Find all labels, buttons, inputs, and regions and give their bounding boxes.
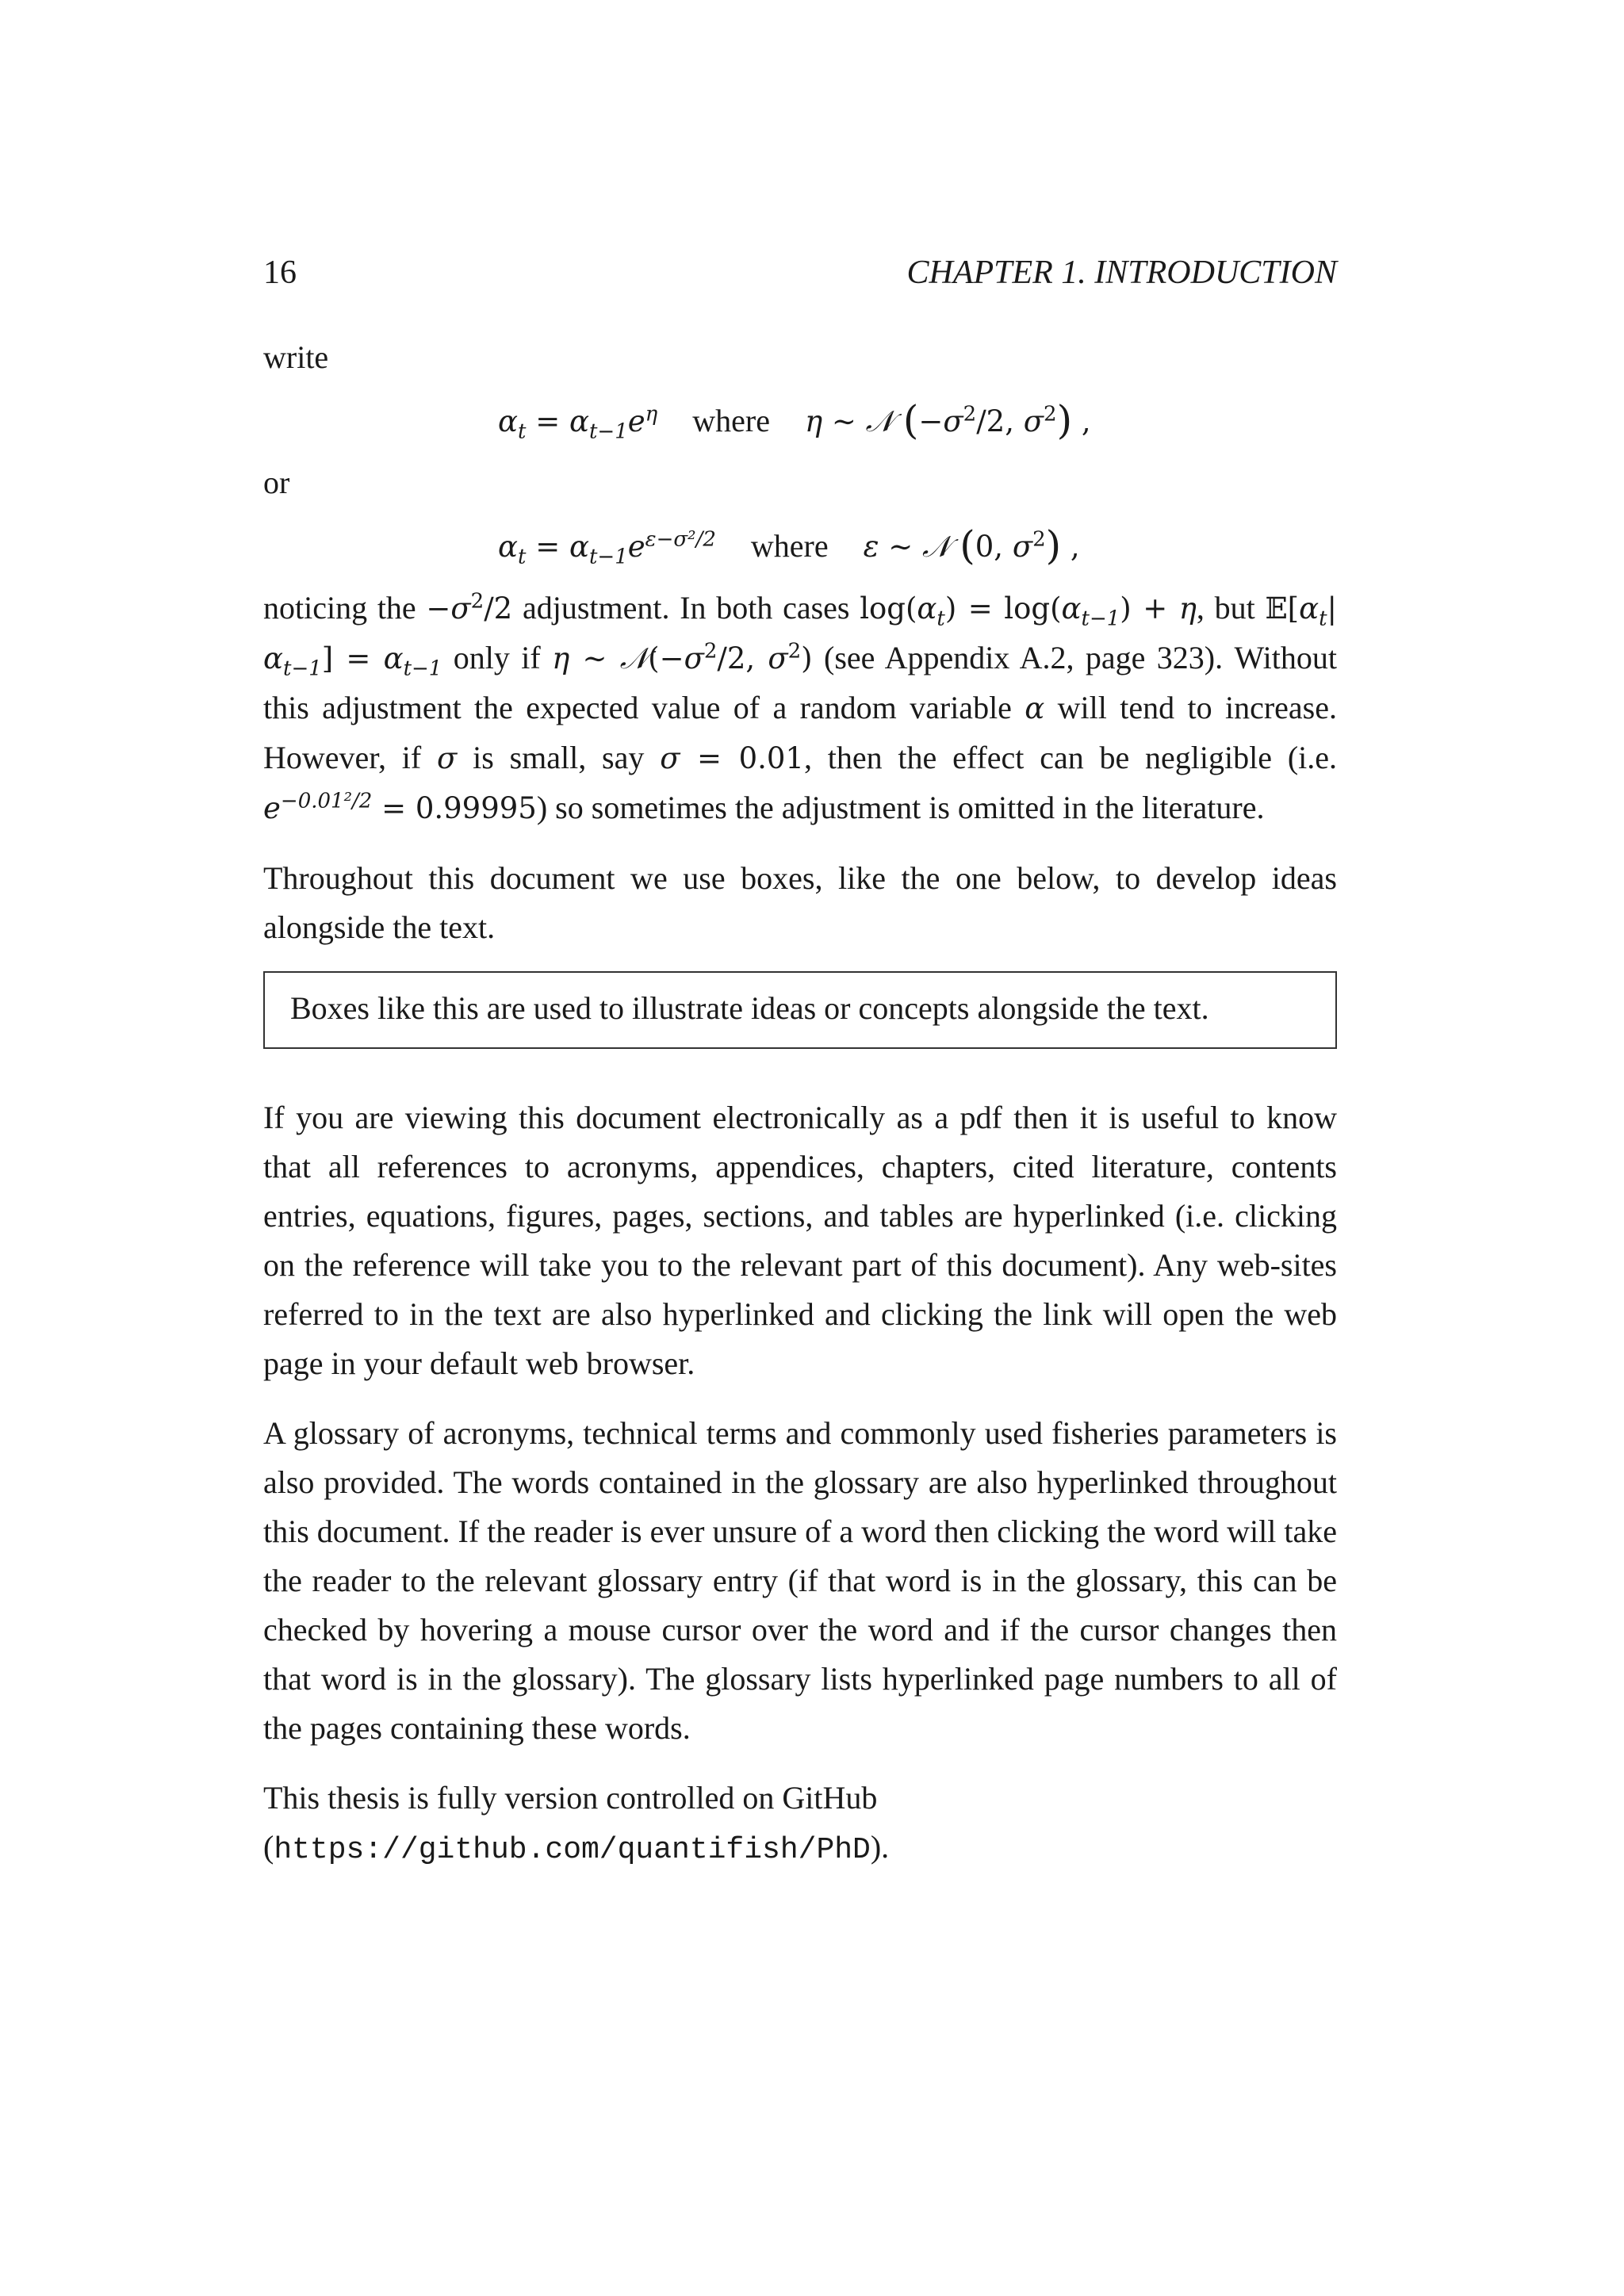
or-line: or [263,465,290,500]
paragraph-glossary: A glossary of acronyms, technical terms and commonly used fisheries parameters is also provided. The words contained in the glossary are also hyperlinked throughout this document. If the reader is ever unsure of a word then clicking the word will take the reader to the relevant glossary entry (if that word is in the glossary, this can be checked by hovering a mouse cursor over the word and if the cursor changes then that word is in the glossary). The glossary lists hyperlinked page numbers to all of the pages containing these words. [263,1415,1338,1746]
write-line: write [263,339,329,375]
paragraph-github: This thesis is fully version controlled on GitHub (https://github.com/quantifish/PhD). [263,1780,890,1867]
equation-1: $\alpha_t = \alpha_{t-1}e^\eta$ where η ∼ 𝒩 ($-\sigma^2/2$, $\sigma^2$) , [263,382,1337,458]
paragraph-boxes-intro: Throughout this document we use boxes, like the one below, to develop ideas alongside the text. [263,860,1337,945]
equation-2: $\alpha_t = \alpha_{t-1}e^{\varepsilon-\sigma^2/2}$ where ε ∼ 𝒩 (0, $\sigma^2$) , [263,507,1337,584]
page-number: 16 [263,254,297,291]
example-box [263,971,1337,1049]
page [263,254,1337,1896]
running-header [263,254,1337,298]
where-label-1: where [692,403,770,438]
paragraph-hyperlinks: If you are viewing this document electronically as a pdf then it is useful to know that all references to acronyms, appendices, chapters, cited literature, contents entries, equations, figures, pages, sections, and tables are hyperlinked (i.e. clicking on the reference will take you to the relevant part of this document). Any web-sites referred to in the text are also hyperlinked and clicking the link will open the web page in your default web browser. [263,1100,1337,1381]
box-text: Boxes like this are used to illustrate ideas or concepts alongside the text. [290,990,1209,1026]
paragraph-adjustment: noticing the $-\sigma^2/2$ adjustment. In both cases $\log(\alpha_t) = \log(\alpha_{t-1}) + \eta$, but $𝔼[\alpha_t|\alpha_{t-1}] = \alpha_{t-1}$ only if η ∼ $𝒩(-\sigma^2/2$, $\sigma^2$) (see Appendix A.2, page 323). Without this adjustment the expected value of a random variable α will tend to increase. However, if σ is small, say σ = 0.01, then the effect can be negligible (i.e. $e^{-0.01^2/2} = 0.99995$) so sometimes the adjustment is omitted in the literature. [263,589,1338,825]
chapter-title: CHAPTER 1. INTRODUCTION [906,254,1337,291]
where-label-2: where [750,528,829,564]
github-link[interactable]: https://github.com/quantifish/PhD [274,1833,871,1867]
